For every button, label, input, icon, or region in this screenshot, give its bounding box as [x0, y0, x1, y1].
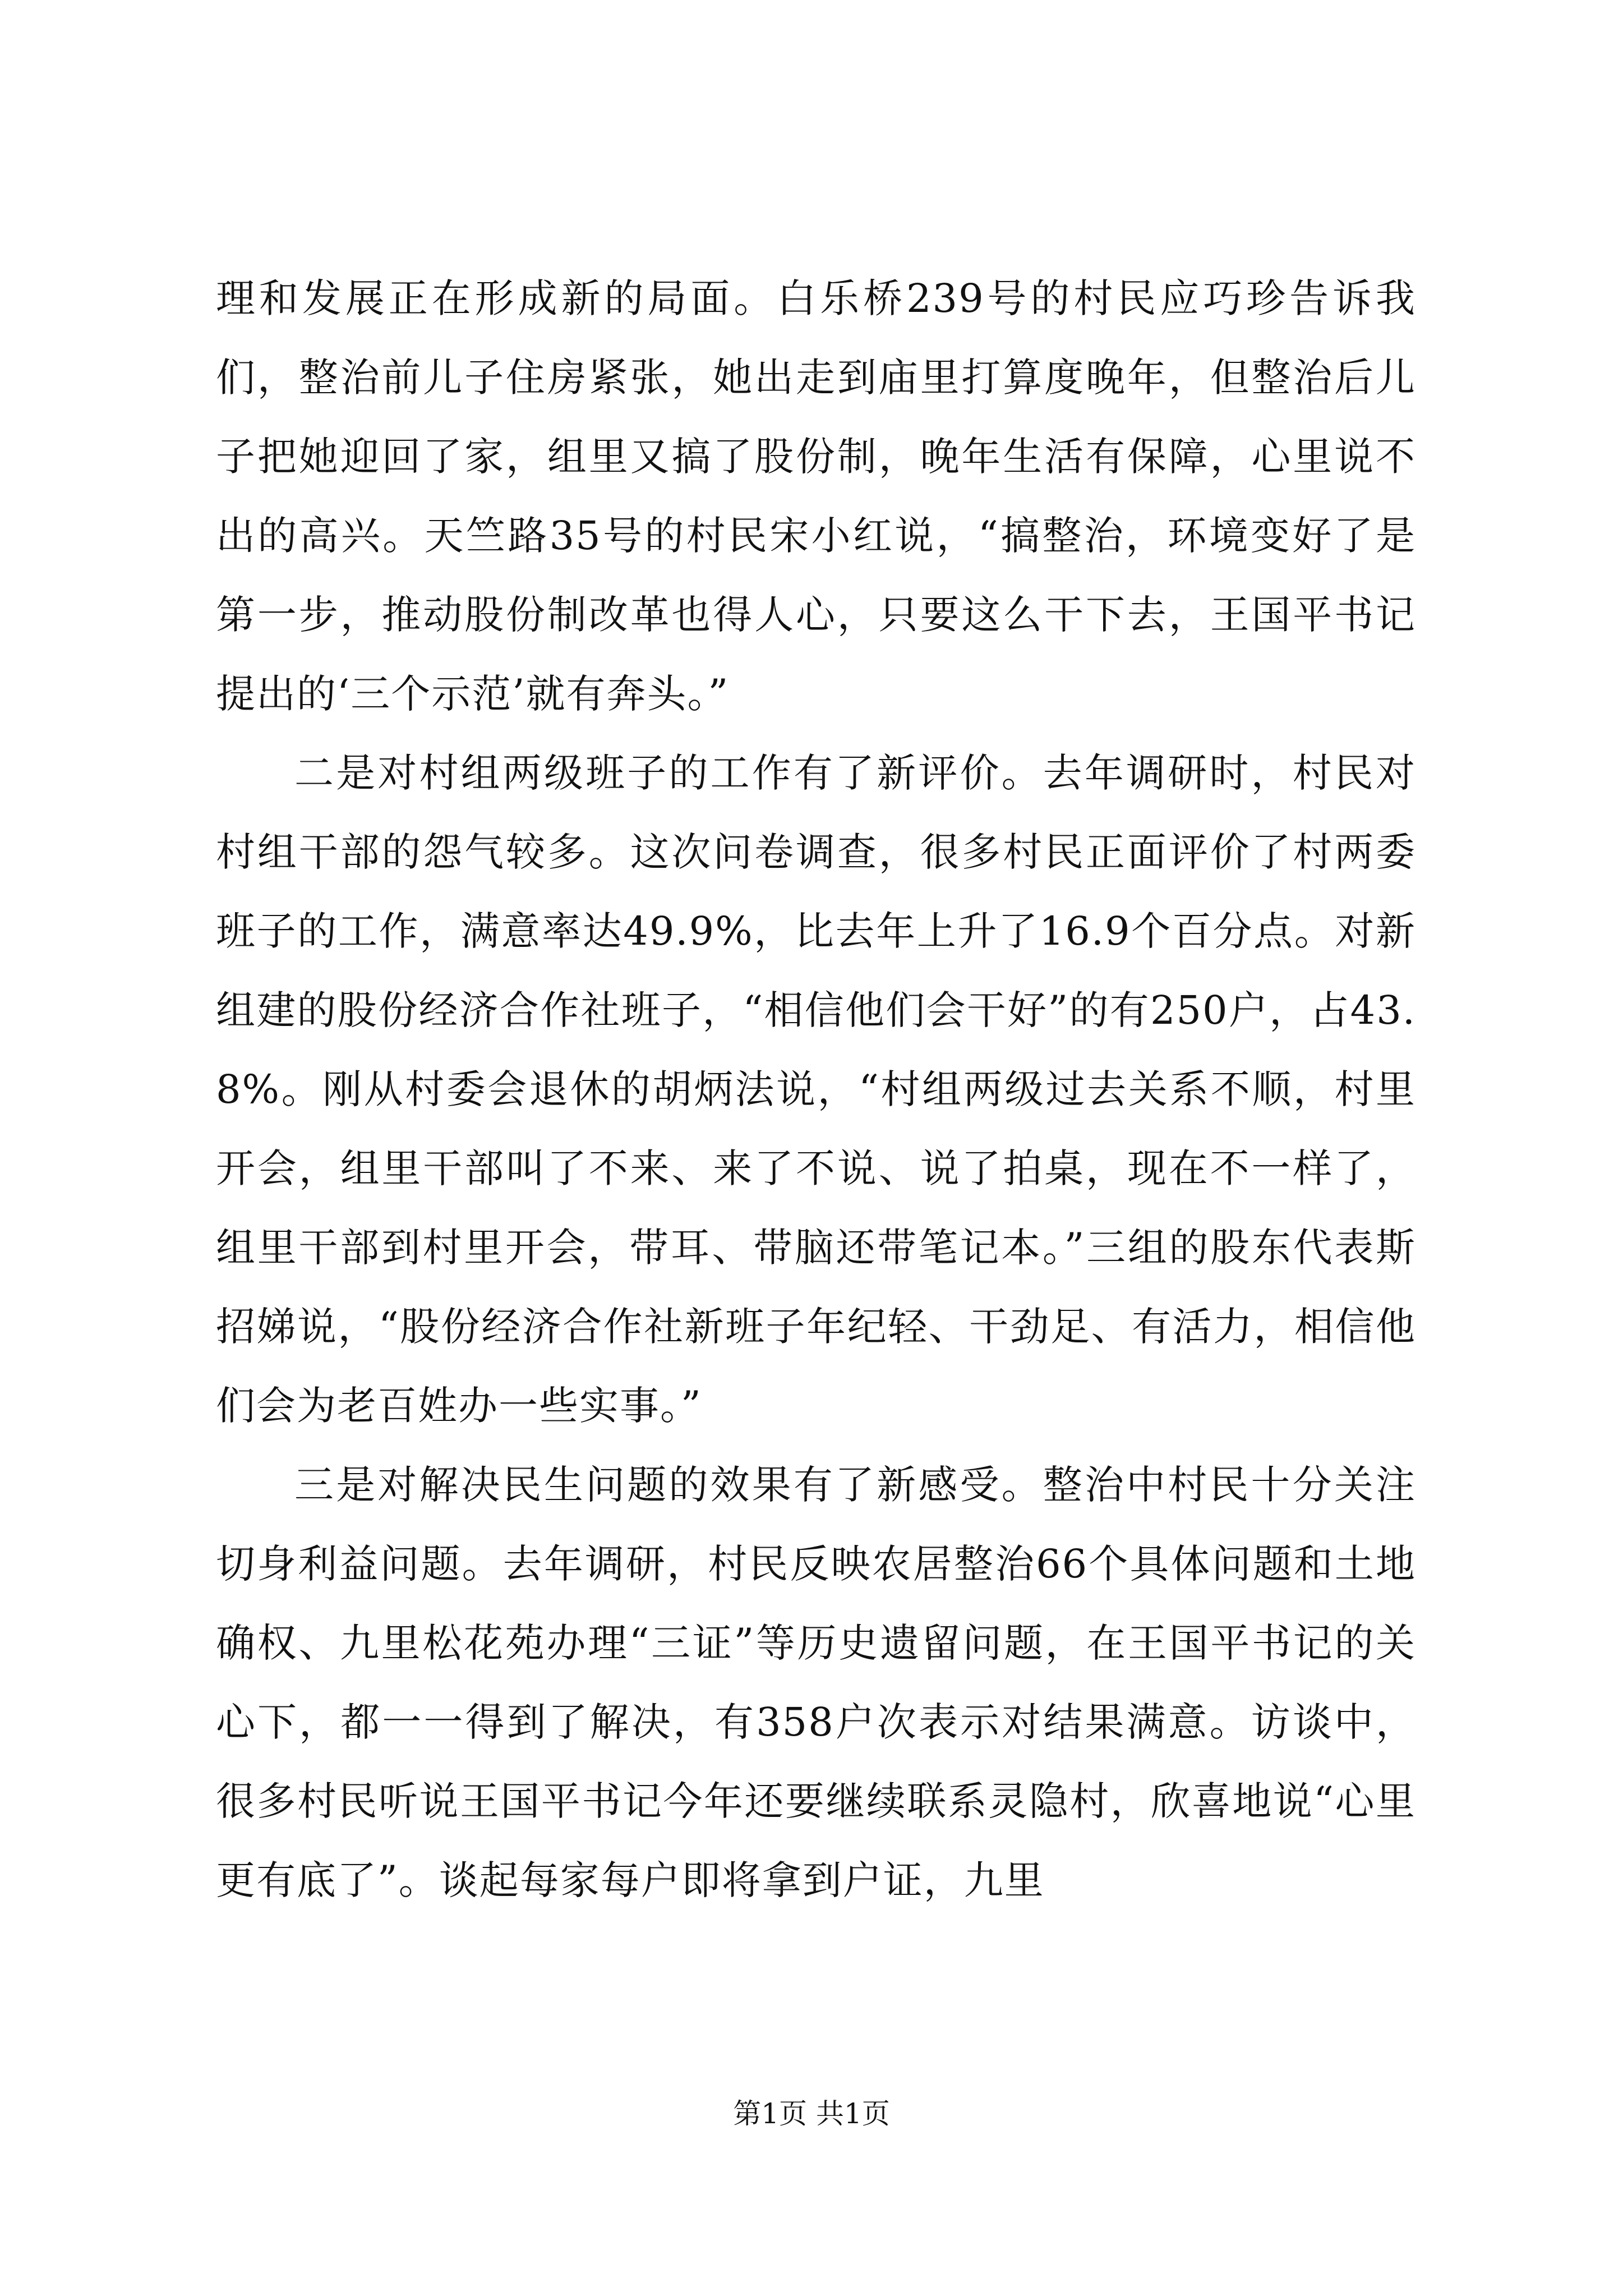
paragraph-village-team-evaluation: 二是对村组两级班子的工作有了新评价。去年调研时，村民对村组干部的怨气较多。这次问卷调查，很多村民正面评价了村两委班子的工作，满意率达49.9%，比去年上升了16.9个百分点。对新组建的股份经济合作社班子，“相信他们会干好”的有250户，占43.8%。刚从村委会退休的胡炳法说，“村组两级过去关系不顺，村里开会，组里干部叫了不来、来了不说、说了拍桌，现在不一样了，组里干部到村里开会，带耳、带脑还带笔记本。”三组的股东代表斯招娣说，“股份经济合作社新班子年纪轻、干劲足、有活力，相信他们会为老百姓办一些实事。”: [216, 750, 1416, 1429]
document-body: [216, 259, 1416, 1920]
paragraph-livelihood-issues: 三是对解决民生问题的效果有了新感受。整治中村民十分关注切身利益问题。去年调研，村民反映农居整治66个具体问题和土地确权、九里松花苑办理“三证”等历史遗留问题，在王国平书记的关心下，都一一得到了解决，有358户次表示对结果满意。访谈中，很多村民听说王国平书记今年还要继续联系灵隐村，欣喜地说“心里更有底了”。谈起每家每户即将拿到户证，九里: [216, 1462, 1416, 1903]
paragraph-continuation: 理和发展正在形成新的局面。白乐桥239号的村民应巧珍告诉我们，整治前儿子住房紧张，她出走到庙里打算度晚年，但整治后儿子把她迎回了家，组里又搞了股份制，晚年生活有保障，心里说不出的高兴。天竺路35号的村民宋小红说，“搞整治，环境变好了是第一步，推动股份制改革也得人心，只要这么干下去，王国平书记提出的‘三个示范’就有奔头。”: [216, 275, 1416, 717]
page-footer: 第1页 共1页: [733, 2097, 890, 2130]
